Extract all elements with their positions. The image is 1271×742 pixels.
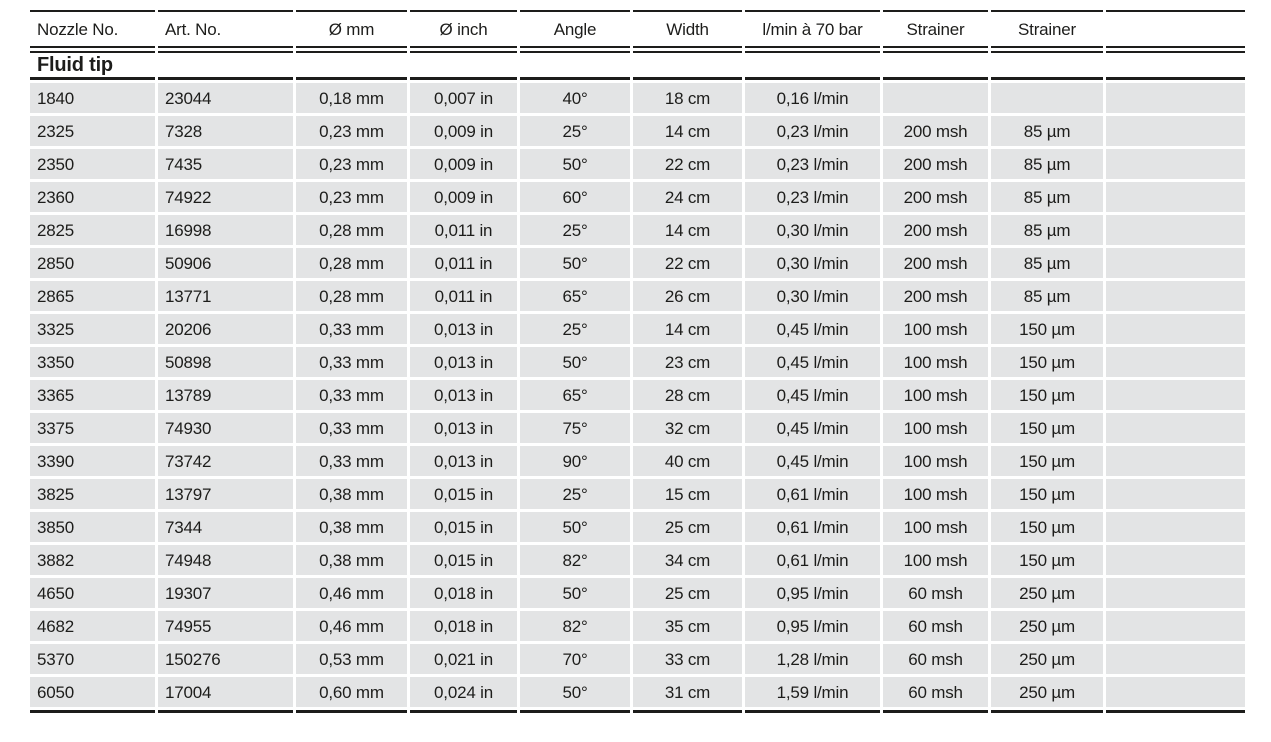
cell-empty (1106, 512, 1245, 542)
cell-width: 35 cm (633, 611, 742, 641)
cell-width: 34 cm (633, 545, 742, 575)
cell-empty (1106, 578, 1245, 608)
cell-art-no: 150276 (158, 644, 293, 674)
cell-dia-mm: 0,38 mm (296, 512, 407, 542)
cell-width: 40 cm (633, 446, 742, 476)
cell-nozzle-no: 2825 (30, 215, 155, 245)
cell-nozzle-no: 3325 (30, 314, 155, 344)
cell-empty (1106, 182, 1245, 212)
cell-dia-inch: 0,015 in (410, 545, 517, 575)
cell-flow-lmin-70bar: 0,61 l/min (745, 479, 880, 509)
section-rule-segment (520, 51, 630, 80)
cell-strainer-micron: 150 µm (991, 545, 1103, 575)
cell-angle: 50° (520, 677, 630, 707)
section-rule-segment (633, 51, 742, 80)
cell-empty (1106, 347, 1245, 377)
cell-empty (1106, 611, 1245, 641)
fluid-tip-section-row (30, 51, 1245, 80)
bottom-rule-segment (410, 710, 517, 713)
cell-width: 15 cm (633, 479, 742, 509)
cell-strainer-mesh: 100 msh (883, 446, 988, 476)
table-row (30, 116, 1245, 146)
cell-nozzle-no: 3390 (30, 446, 155, 476)
cell-width: 32 cm (633, 413, 742, 443)
cell-nozzle-no: 3825 (30, 479, 155, 509)
cell-strainer-mesh: 200 msh (883, 116, 988, 146)
cell-art-no: 16998 (158, 215, 293, 245)
cell-width: 14 cm (633, 215, 742, 245)
cell-strainer-mesh: 100 msh (883, 314, 988, 344)
cell-flow-lmin-70bar: 0,45 l/min (745, 446, 880, 476)
cell-angle: 25° (520, 215, 630, 245)
cell-angle: 40° (520, 83, 630, 113)
cell-strainer-micron: 85 µm (991, 116, 1103, 146)
cell-angle: 50° (520, 149, 630, 179)
cell-width: 22 cm (633, 149, 742, 179)
cell-dia-inch: 0,011 in (410, 248, 517, 278)
cell-strainer-mesh: 200 msh (883, 215, 988, 245)
cell-strainer-mesh: 60 msh (883, 611, 988, 641)
table-row (30, 215, 1245, 245)
column-header-dia-mm: Ø mm (296, 10, 407, 48)
table-header-row (30, 10, 1245, 48)
table-row (30, 413, 1245, 443)
cell-nozzle-no: 4682 (30, 611, 155, 641)
table-row (30, 248, 1245, 278)
table-row (30, 644, 1245, 674)
cell-art-no: 17004 (158, 677, 293, 707)
cell-angle: 65° (520, 380, 630, 410)
cell-empty (1106, 215, 1245, 245)
cell-strainer-micron: 150 µm (991, 347, 1103, 377)
cell-empty (1106, 281, 1245, 311)
bottom-rule-segment (30, 710, 155, 713)
table-row (30, 281, 1245, 311)
cell-art-no: 23044 (158, 83, 293, 113)
cell-width: 25 cm (633, 578, 742, 608)
cell-flow-lmin-70bar: 1,28 l/min (745, 644, 880, 674)
cell-empty (1106, 314, 1245, 344)
cell-art-no: 7328 (158, 116, 293, 146)
cell-nozzle-no: 5370 (30, 644, 155, 674)
cell-dia-inch: 0,015 in (410, 512, 517, 542)
cell-flow-lmin-70bar: 0,61 l/min (745, 512, 880, 542)
table-row (30, 149, 1245, 179)
table-row (30, 446, 1245, 476)
cell-strainer-micron: 85 µm (991, 248, 1103, 278)
cell-strainer-micron: 150 µm (991, 446, 1103, 476)
cell-width: 33 cm (633, 644, 742, 674)
cell-dia-inch: 0,018 in (410, 611, 517, 641)
table-row (30, 380, 1245, 410)
cell-angle: 90° (520, 446, 630, 476)
cell-nozzle-no: 3850 (30, 512, 155, 542)
cell-dia-mm: 0,28 mm (296, 215, 407, 245)
cell-empty (1106, 83, 1245, 113)
cell-dia-inch: 0,013 in (410, 446, 517, 476)
cell-strainer-micron: 250 µm (991, 611, 1103, 641)
cell-dia-mm: 0,23 mm (296, 149, 407, 179)
cell-flow-lmin-70bar: 1,59 l/min (745, 677, 880, 707)
cell-flow-lmin-70bar: 0,30 l/min (745, 215, 880, 245)
cell-angle: 70° (520, 644, 630, 674)
cell-strainer-micron: 250 µm (991, 578, 1103, 608)
cell-nozzle-no: 3350 (30, 347, 155, 377)
section-title: Fluid tip (30, 51, 155, 80)
column-header-strainer-micron: Strainer (991, 10, 1103, 48)
cell-dia-mm: 0,33 mm (296, 413, 407, 443)
cell-strainer-mesh: 100 msh (883, 479, 988, 509)
section-rule-segment (296, 51, 407, 80)
cell-strainer-micron: 150 µm (991, 479, 1103, 509)
cell-art-no: 7344 (158, 512, 293, 542)
cell-art-no: 13797 (158, 479, 293, 509)
bottom-rule-segment (1106, 710, 1245, 713)
cell-strainer-mesh (883, 83, 988, 113)
cell-dia-inch: 0,013 in (410, 347, 517, 377)
cell-strainer-micron: 85 µm (991, 149, 1103, 179)
cell-dia-inch: 0,011 in (410, 281, 517, 311)
section-rule-segment (1106, 51, 1245, 80)
cell-angle: 60° (520, 182, 630, 212)
cell-empty (1106, 446, 1245, 476)
cell-flow-lmin-70bar: 0,30 l/min (745, 248, 880, 278)
cell-flow-lmin-70bar: 0,45 l/min (745, 314, 880, 344)
section-rule-segment (410, 51, 517, 80)
cell-width: 23 cm (633, 347, 742, 377)
cell-angle: 50° (520, 248, 630, 278)
cell-dia-mm: 0,33 mm (296, 347, 407, 377)
cell-strainer-micron: 150 µm (991, 413, 1103, 443)
cell-strainer-mesh: 200 msh (883, 182, 988, 212)
cell-dia-inch: 0,009 in (410, 149, 517, 179)
cell-dia-mm: 0,38 mm (296, 545, 407, 575)
table-row (30, 677, 1245, 707)
nozzle-spec-table (30, 10, 1245, 713)
bottom-rule-segment (520, 710, 630, 713)
cell-empty (1106, 677, 1245, 707)
cell-strainer-mesh: 100 msh (883, 347, 988, 377)
section-rule-segment (745, 51, 880, 80)
cell-strainer-mesh: 200 msh (883, 149, 988, 179)
column-header-angle: Angle (520, 10, 630, 48)
cell-nozzle-no: 1840 (30, 83, 155, 113)
column-header-nozzle-no: Nozzle No. (30, 10, 155, 48)
cell-angle: 50° (520, 578, 630, 608)
cell-dia-inch: 0,009 in (410, 116, 517, 146)
table-row (30, 479, 1245, 509)
cell-empty (1106, 248, 1245, 278)
bottom-rule-segment (296, 710, 407, 713)
cell-nozzle-no: 6050 (30, 677, 155, 707)
cell-width: 24 cm (633, 182, 742, 212)
cell-dia-inch: 0,007 in (410, 83, 517, 113)
table-body (30, 83, 1245, 707)
cell-strainer-mesh: 200 msh (883, 281, 988, 311)
column-header-width: Width (633, 10, 742, 48)
cell-strainer-micron: 85 µm (991, 281, 1103, 311)
bottom-rule-segment (991, 710, 1103, 713)
cell-flow-lmin-70bar: 0,30 l/min (745, 281, 880, 311)
cell-dia-mm: 0,23 mm (296, 182, 407, 212)
cell-flow-lmin-70bar: 0,45 l/min (745, 413, 880, 443)
table-row (30, 83, 1245, 113)
column-header-art-no: Art. No. (158, 10, 293, 48)
cell-nozzle-no: 4650 (30, 578, 155, 608)
section-rule-segment (883, 51, 988, 80)
cell-strainer-mesh: 100 msh (883, 545, 988, 575)
cell-strainer-mesh: 100 msh (883, 413, 988, 443)
cell-art-no: 74955 (158, 611, 293, 641)
cell-dia-mm: 0,46 mm (296, 611, 407, 641)
column-header-flow-lmin-70bar: l/min à 70 bar (745, 10, 880, 48)
bottom-rule-segment (158, 710, 293, 713)
cell-dia-inch: 0,011 in (410, 215, 517, 245)
cell-angle: 65° (520, 281, 630, 311)
cell-art-no: 73742 (158, 446, 293, 476)
cell-dia-mm: 0,28 mm (296, 248, 407, 278)
cell-strainer-mesh: 100 msh (883, 512, 988, 542)
cell-nozzle-no: 3375 (30, 413, 155, 443)
cell-nozzle-no: 2325 (30, 116, 155, 146)
cell-strainer-micron: 85 µm (991, 215, 1103, 245)
cell-angle: 82° (520, 545, 630, 575)
cell-empty (1106, 149, 1245, 179)
cell-flow-lmin-70bar: 0,95 l/min (745, 578, 880, 608)
cell-strainer-micron: 250 µm (991, 677, 1103, 707)
cell-dia-inch: 0,021 in (410, 644, 517, 674)
cell-empty (1106, 413, 1245, 443)
cell-width: 22 cm (633, 248, 742, 278)
cell-flow-lmin-70bar: 0,45 l/min (745, 380, 880, 410)
cell-art-no: 20206 (158, 314, 293, 344)
cell-empty (1106, 479, 1245, 509)
cell-empty (1106, 644, 1245, 674)
cell-art-no: 50898 (158, 347, 293, 377)
table-row (30, 545, 1245, 575)
cell-strainer-micron (991, 83, 1103, 113)
cell-empty (1106, 116, 1245, 146)
cell-dia-mm: 0,46 mm (296, 578, 407, 608)
cell-dia-inch: 0,018 in (410, 578, 517, 608)
cell-dia-mm: 0,33 mm (296, 446, 407, 476)
cell-flow-lmin-70bar: 0,23 l/min (745, 182, 880, 212)
cell-dia-mm: 0,33 mm (296, 314, 407, 344)
cell-art-no: 13771 (158, 281, 293, 311)
cell-strainer-mesh: 100 msh (883, 380, 988, 410)
cell-angle: 50° (520, 512, 630, 542)
cell-dia-mm: 0,33 mm (296, 380, 407, 410)
section-rule-segment (991, 51, 1103, 80)
bottom-rule-segment (883, 710, 988, 713)
cell-strainer-micron: 85 µm (991, 182, 1103, 212)
cell-dia-inch: 0,015 in (410, 479, 517, 509)
table-row (30, 578, 1245, 608)
cell-angle: 25° (520, 314, 630, 344)
cell-art-no: 19307 (158, 578, 293, 608)
cell-nozzle-no: 3365 (30, 380, 155, 410)
cell-dia-inch: 0,009 in (410, 182, 517, 212)
cell-dia-inch: 0,013 in (410, 314, 517, 344)
cell-art-no: 13789 (158, 380, 293, 410)
cell-flow-lmin-70bar: 0,61 l/min (745, 545, 880, 575)
cell-width: 18 cm (633, 83, 742, 113)
cell-strainer-micron: 150 µm (991, 314, 1103, 344)
cell-empty (1106, 545, 1245, 575)
cell-dia-mm: 0,53 mm (296, 644, 407, 674)
cell-dia-mm: 0,23 mm (296, 116, 407, 146)
cell-angle: 75° (520, 413, 630, 443)
bottom-rule-segment (633, 710, 742, 713)
column-header-dia-inch: Ø inch (410, 10, 517, 48)
bottom-rule-segment (745, 710, 880, 713)
cell-art-no: 50906 (158, 248, 293, 278)
cell-angle: 25° (520, 116, 630, 146)
cell-angle: 50° (520, 347, 630, 377)
cell-width: 14 cm (633, 116, 742, 146)
cell-art-no: 74930 (158, 413, 293, 443)
table-row (30, 347, 1245, 377)
cell-nozzle-no: 2865 (30, 281, 155, 311)
cell-nozzle-no: 2850 (30, 248, 155, 278)
cell-dia-inch: 0,024 in (410, 677, 517, 707)
table-row (30, 512, 1245, 542)
cell-strainer-mesh: 60 msh (883, 644, 988, 674)
cell-dia-mm: 0,60 mm (296, 677, 407, 707)
column-header-empty (1106, 10, 1245, 48)
section-rule-segment (158, 51, 293, 80)
cell-nozzle-no: 3882 (30, 545, 155, 575)
cell-strainer-micron: 150 µm (991, 512, 1103, 542)
cell-dia-inch: 0,013 in (410, 413, 517, 443)
cell-dia-inch: 0,013 in (410, 380, 517, 410)
cell-nozzle-no: 2360 (30, 182, 155, 212)
cell-art-no: 74948 (158, 545, 293, 575)
cell-nozzle-no: 2350 (30, 149, 155, 179)
cell-flow-lmin-70bar: 0,16 l/min (745, 83, 880, 113)
cell-width: 26 cm (633, 281, 742, 311)
table-row (30, 182, 1245, 212)
table-bottom-rule (30, 710, 1245, 713)
cell-dia-mm: 0,38 mm (296, 479, 407, 509)
cell-strainer-mesh: 60 msh (883, 578, 988, 608)
cell-width: 14 cm (633, 314, 742, 344)
cell-width: 28 cm (633, 380, 742, 410)
table-row (30, 314, 1245, 344)
column-header-strainer-mesh: Strainer (883, 10, 988, 48)
cell-art-no: 7435 (158, 149, 293, 179)
cell-art-no: 74922 (158, 182, 293, 212)
table-row (30, 611, 1245, 641)
cell-flow-lmin-70bar: 0,95 l/min (745, 611, 880, 641)
cell-flow-lmin-70bar: 0,23 l/min (745, 149, 880, 179)
cell-angle: 82° (520, 611, 630, 641)
cell-strainer-mesh: 60 msh (883, 677, 988, 707)
cell-flow-lmin-70bar: 0,23 l/min (745, 116, 880, 146)
cell-flow-lmin-70bar: 0,45 l/min (745, 347, 880, 377)
cell-strainer-mesh: 200 msh (883, 248, 988, 278)
cell-dia-mm: 0,18 mm (296, 83, 407, 113)
cell-width: 31 cm (633, 677, 742, 707)
cell-angle: 25° (520, 479, 630, 509)
cell-empty (1106, 380, 1245, 410)
cell-strainer-micron: 150 µm (991, 380, 1103, 410)
cell-strainer-micron: 250 µm (991, 644, 1103, 674)
cell-dia-mm: 0,28 mm (296, 281, 407, 311)
cell-width: 25 cm (633, 512, 742, 542)
